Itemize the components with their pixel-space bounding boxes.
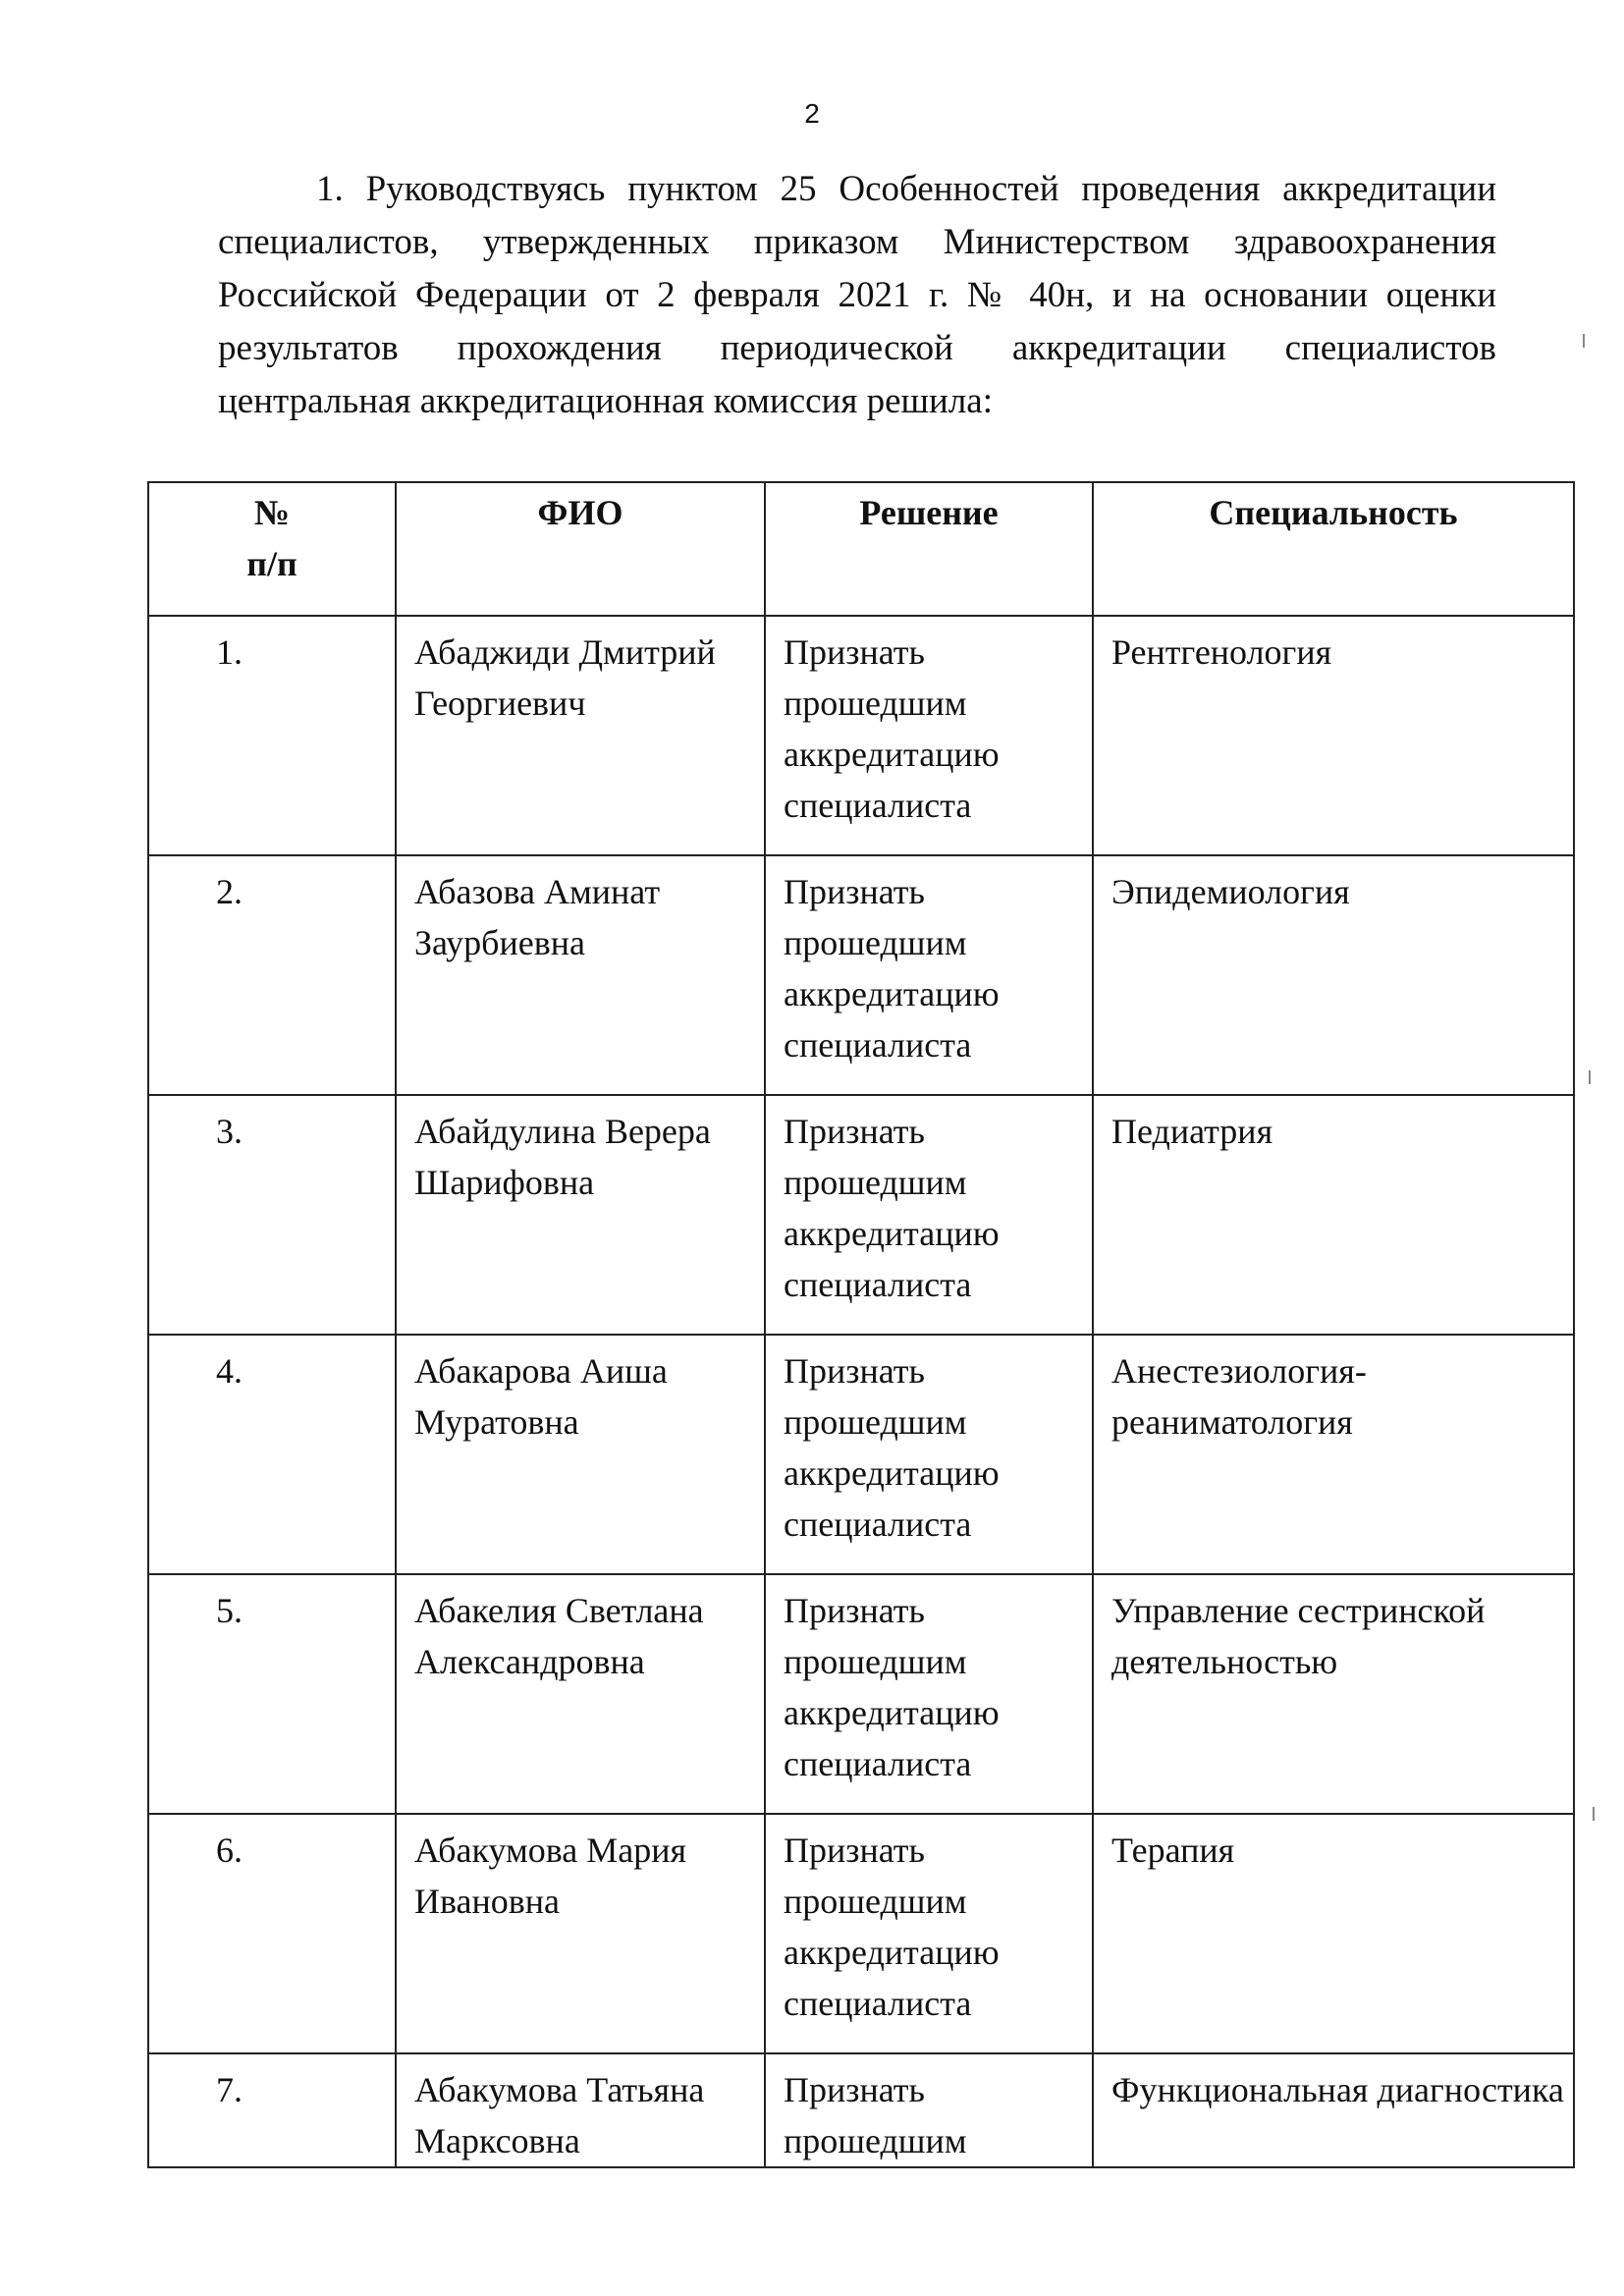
table-row	[148, 1574, 1574, 1814]
page-number: 2	[804, 98, 820, 129]
table-row	[148, 616, 1574, 855]
row-fio: Абакелия Светлана Александровна	[396, 1574, 765, 1814]
header-number-line2: п/п	[246, 544, 298, 583]
header-specialty: Специальность	[1093, 482, 1574, 616]
table-row	[148, 1335, 1574, 1574]
row-fio: Абакумова Мария Ивановна	[396, 1814, 765, 2053]
row-specialty: Рентгенология	[1093, 616, 1574, 855]
table-row	[148, 1814, 1574, 2053]
header-number-line1: №	[253, 493, 291, 532]
row-decision: Признать прошедшим	[765, 2053, 1093, 2167]
header-fio: ФИО	[396, 482, 765, 616]
scan-artifact-mark	[1583, 334, 1585, 348]
row-specialty: Анестезиология-реаниматология	[1093, 1335, 1574, 1574]
row-fio: Абаджиди Дмитрий Георгиевич	[396, 616, 765, 855]
row-number: 3.	[148, 1095, 396, 1335]
row-decision: Признать прошедшим аккредитацию специалиста	[765, 1814, 1093, 2053]
table-row	[148, 1095, 1574, 1335]
scan-artifact-mark	[1589, 1070, 1591, 1084]
row-number: 6.	[148, 1814, 396, 2053]
row-fio: Абайдулина Верера Шарифовна	[396, 1095, 765, 1335]
table-row	[148, 855, 1574, 1095]
row-number: 7.	[148, 2053, 396, 2167]
row-decision: Признать прошедшим аккредитацию специалиста	[765, 1335, 1093, 1574]
row-decision: Признать прошедшим аккредитацию специалиста	[765, 1095, 1093, 1335]
intro-paragraph: 1. Руководствуясь пунктом 25 Особенностей проведения аккредитации специалистов, утвержденных приказом Министерством здравоохранения Российской Федерации от 2 февраля 2021 г. № 40н, и на основании оценки результатов прохождения периодической аккредитации специалистов центральная аккредитационная комиссия решила:	[218, 169, 1496, 421]
row-decision: Признать прошедшим аккредитацию специалиста	[765, 855, 1093, 1095]
row-specialty: Управление сестринской деятельностью	[1093, 1574, 1574, 1814]
scan-artifact-mark	[1593, 1807, 1595, 1821]
row-number: 2.	[148, 855, 396, 1095]
row-specialty: Терапия	[1093, 1814, 1574, 2053]
row-decision: Признать прошедшим аккредитацию специалиста	[765, 616, 1093, 855]
row-fio: Абазова Аминат Заурбиевна	[396, 855, 765, 1095]
table-row	[148, 2053, 1574, 2167]
header-decision: Решение	[765, 482, 1093, 616]
row-decision: Признать прошедшим аккредитацию специалиста	[765, 1574, 1093, 1814]
row-specialty: Педиатрия	[1093, 1095, 1574, 1335]
row-number: 1.	[148, 616, 396, 855]
table-header-row	[148, 482, 1574, 616]
row-number: 5.	[148, 1574, 396, 1814]
row-number: 4.	[148, 1335, 396, 1574]
row-fio: Абакумова Татьяна Марксовна	[396, 2053, 765, 2167]
row-fio: Абакарова Аиша Муратовна	[396, 1335, 765, 1574]
header-number	[148, 482, 396, 616]
row-specialty: Эпидемиология	[1093, 855, 1574, 1095]
row-specialty: Функциональная диагностика	[1093, 2053, 1574, 2167]
accreditation-results-table	[147, 481, 1575, 2168]
